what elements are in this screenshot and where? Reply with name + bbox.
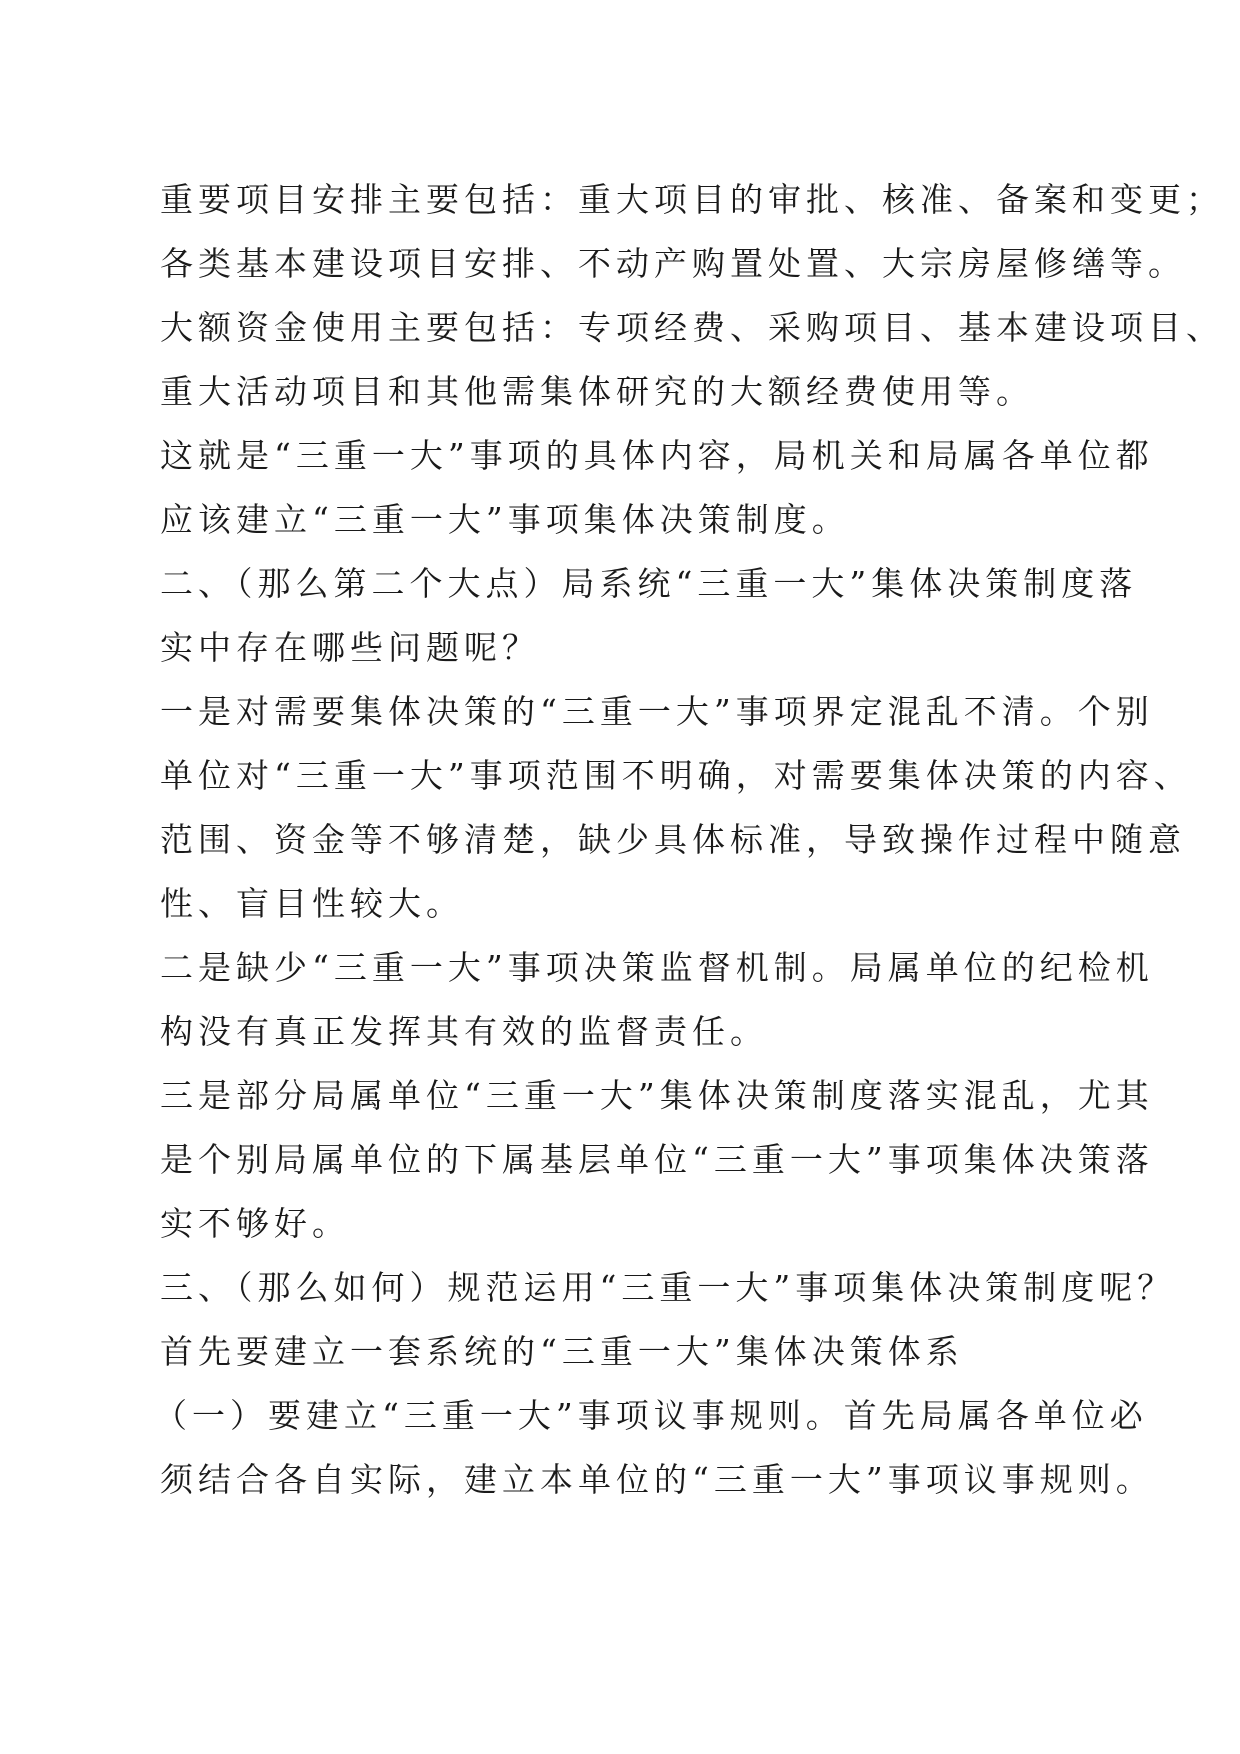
text-line-13: 二是缺少“三重一大”事项决策监督机制。局属单位的纪检机 <box>160 948 1154 987</box>
subsection-heading-1-line-1: （一）要建立“三重一大”事项议事规则。首先局属各单位必 <box>154 1396 1148 1435</box>
text-line-16: 是个别局属单位的下属基层单位“三重一大”事项集体决策落 <box>160 1140 1154 1179</box>
text-line-11: 范围、资金等不够清楚，缺少具体标准，导致操作过程中随意 <box>160 820 1186 859</box>
document-page <box>154 168 1224 1512</box>
section-heading-3: 三、（那么如何）规范运用“三重一大”事项集体决策制度呢？ <box>160 1268 1176 1307</box>
text-line-12: 性、盲目性较大。 <box>160 884 464 923</box>
text-line-2: 各类基本建设项目安排、不动产购置处置、大宗房屋修缮等。 <box>160 244 1186 283</box>
section-heading-2-line-2: 实中存在哪些问题呢？ <box>160 628 540 667</box>
text-line-17: 实不够好。 <box>160 1204 350 1243</box>
text-line-3: 大额资金使用主要包括：专项经费、采购项目、基本建设项目、 <box>160 308 1224 347</box>
text-line-1: 重要项目安排主要包括：重大项目的审批、核准、备案和变更； <box>160 180 1224 219</box>
text-line-19: 首先要建立一套系统的“三重一大”集体决策体系 <box>160 1332 964 1371</box>
text-line-9: 一是对需要集体决策的“三重一大”事项界定混乱不清。个别 <box>160 692 1154 731</box>
text-line-15: 三是部分局属单位“三重一大”集体决策制度落实混乱，尤其 <box>160 1076 1154 1115</box>
text-line-6: 应该建立“三重一大”事项集体决策制度。 <box>160 500 850 539</box>
section-heading-2-line-1: 二、（那么第二个大点）局系统“三重一大”集体决策制度落 <box>160 564 1138 603</box>
text-line-10: 单位对“三重一大”事项范围不明确，对需要集体决策的内容、 <box>160 756 1192 795</box>
text-line-4: 重大活动项目和其他需集体研究的大额经费使用等。 <box>160 372 1034 411</box>
text-line-14: 构没有真正发挥其有效的监督责任。 <box>160 1012 768 1051</box>
text-line-5: 这就是“三重一大”事项的具体内容，局机关和局属各单位都 <box>160 436 1154 475</box>
subsection-heading-1-line-2: 须结合各自实际，建立本单位的“三重一大”事项议事规则。 <box>160 1460 1154 1499</box>
